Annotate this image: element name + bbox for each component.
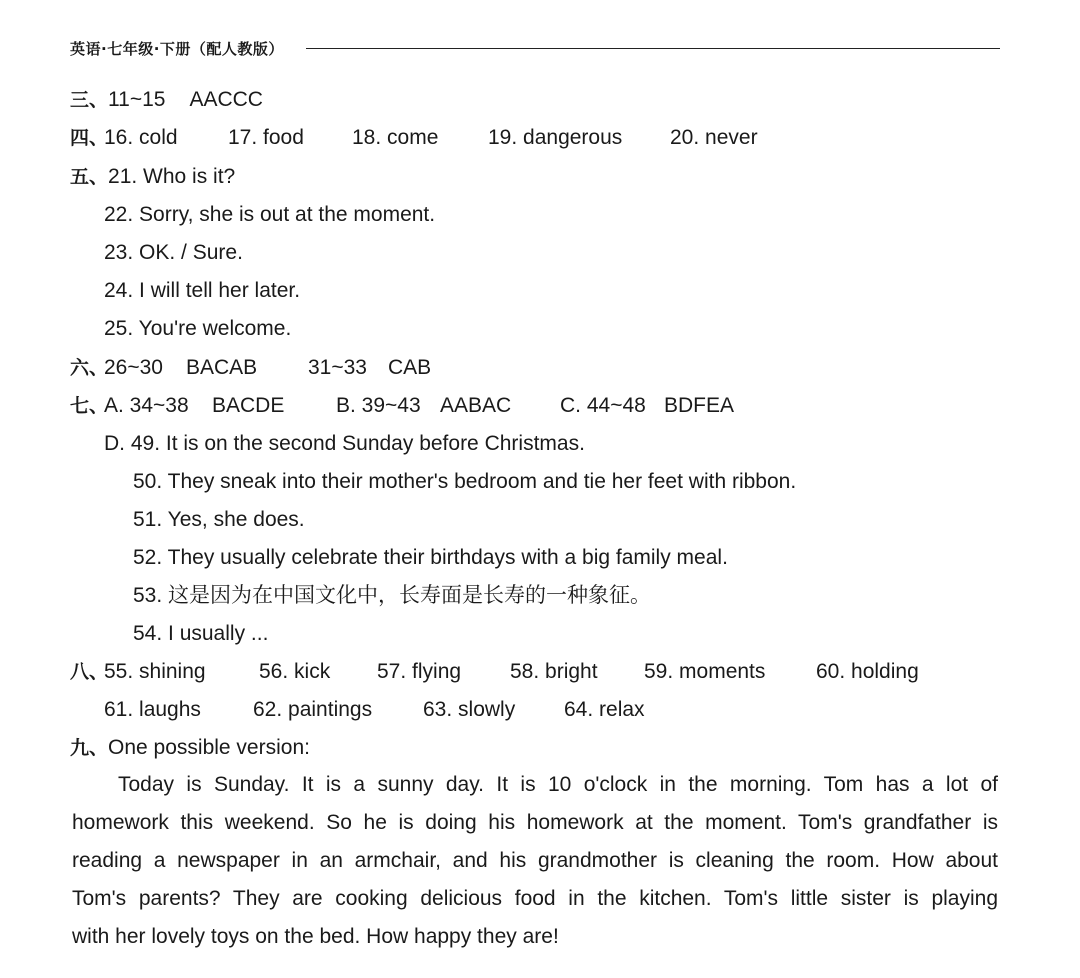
essay-paragraph: [72, 766, 998, 956]
answer-line: 22. Sorry, she is out at the moment.: [104, 203, 436, 226]
section-8-marker: 八、: [70, 661, 109, 683]
section-9-title: One possible version:: [108, 736, 310, 759]
answer-line: 52. They usually celebrate their birthdays with a big family meal.: [133, 546, 728, 569]
answer-text: AABAC: [440, 394, 512, 417]
section-3-line: [70, 84, 263, 116]
answer-line: 25. You're welcome.: [104, 317, 292, 340]
answer-item: 62. paintings: [253, 698, 373, 721]
page-header: [70, 36, 1000, 60]
answer-item: 63. slowly: [423, 698, 516, 721]
header-rule: [306, 48, 1000, 49]
section-8-row2: [104, 694, 704, 726]
answer-line: 53. 这是因为在中国文化中，长寿面是长寿的一种象征。: [133, 584, 652, 607]
range-text: 26~30: [104, 356, 163, 379]
answer-line: 50. They sneak into their mother's bedroom and tie her feet with ribbon.: [133, 470, 797, 493]
section-4-line: [70, 122, 970, 154]
answer-line: 24. I will tell her later.: [104, 279, 301, 302]
range-text: C. 44~48: [560, 394, 646, 417]
answer-item: 19. dangerous: [488, 126, 623, 149]
answer-item: 55. shining: [104, 660, 206, 683]
essay-line: homework this weekend. So he is doing his homework at the moment. Tom's grandfather is: [72, 811, 998, 834]
range-text: B. 39~43: [336, 394, 421, 417]
answer-line: 23. OK. / Sure.: [104, 241, 243, 264]
essay-line: Tom's parents? They are cooking delicious food in the kitchen. Tom's little sister is playing: [72, 887, 998, 910]
essay-line: reading a newspaper in an armchair, and his grandmother is cleaning the room. How about: [72, 849, 998, 872]
answer-item: 17. food: [228, 126, 304, 149]
answer-item: 56. kick: [259, 660, 331, 683]
answer-text: AACCC: [189, 88, 263, 111]
answer-text: CAB: [388, 356, 432, 379]
section-5-marker: 五、: [70, 166, 109, 188]
range-text: 11~15: [108, 88, 166, 111]
answer-item: 20. never: [670, 126, 758, 149]
section-9-line: [70, 732, 310, 764]
essay-line: with her lovely toys on the bed. How happy they are!: [72, 925, 559, 948]
section-3-marker: 三、: [70, 89, 109, 111]
header-title: 英语·七年级·下册（配人教版）: [70, 39, 284, 58]
section-9-marker: 九、: [70, 737, 109, 759]
answer-item: 58. bright: [510, 660, 598, 683]
answer-item: 16. cold: [104, 126, 178, 149]
answer-item: 57. flying: [377, 660, 462, 683]
answer-text: BDFEA: [664, 394, 735, 417]
answer-item: 60. holding: [816, 660, 919, 683]
section-4-marker: 四、: [70, 127, 109, 149]
answer-item: 64. relax: [564, 698, 645, 721]
range-text: A. 34~38: [104, 394, 189, 417]
answer-item: 18. come: [352, 126, 439, 149]
answer-text: BACAB: [186, 356, 258, 379]
answer-line: 51. Yes, she does.: [133, 508, 305, 531]
answer-item: 59. moments: [644, 660, 766, 683]
section-6-line: [70, 352, 670, 384]
answer-item: 21. Who is it?: [108, 165, 236, 188]
answer-line: 54. I usually ...: [133, 622, 269, 645]
section-5-line: [70, 161, 235, 193]
essay-line: Today is Sunday. It is a sunny day. It is 10 o'clock in the morning. Tom has a lot of: [118, 773, 998, 796]
answer-item: 61. laughs: [104, 698, 201, 721]
answer-text: BACDE: [212, 394, 285, 417]
range-text: 31~33: [308, 356, 367, 379]
section-7-line: [70, 390, 790, 422]
answer-line: D. 49. It is on the second Sunday before Christmas.: [104, 432, 585, 455]
section-6-marker: 六、: [70, 357, 109, 379]
section-8-line: [70, 656, 970, 688]
section-7-marker: 七、: [70, 395, 109, 417]
